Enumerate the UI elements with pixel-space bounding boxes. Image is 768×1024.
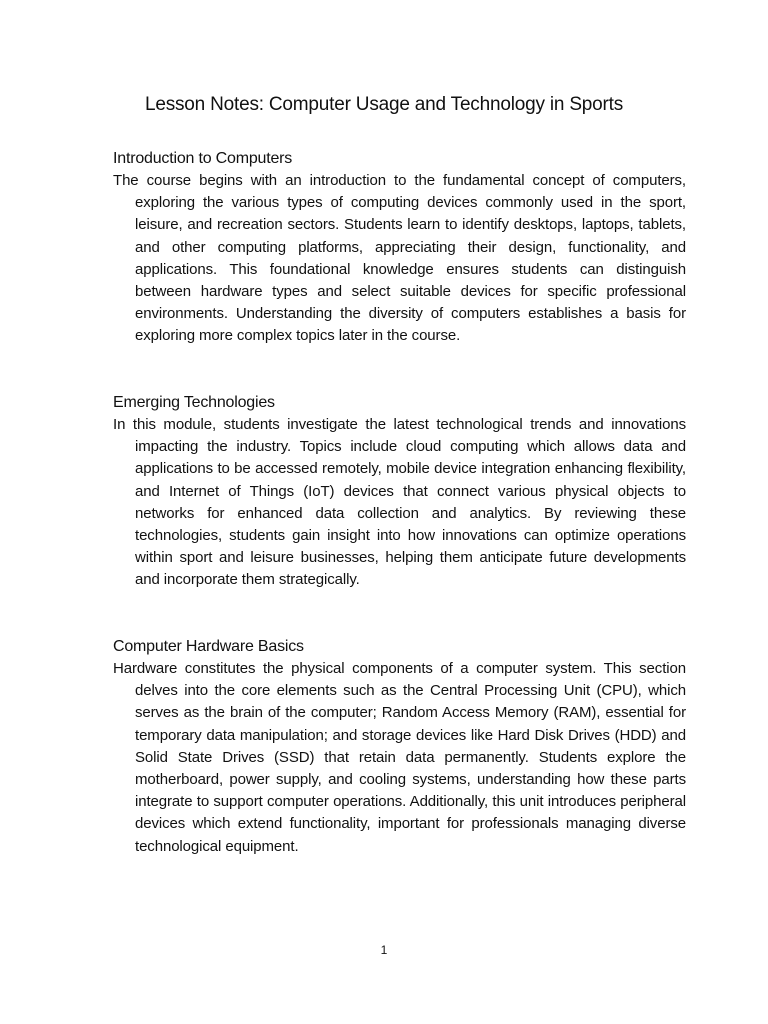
- section-introduction-to-computers: [113, 148, 686, 348]
- section-body: Hardware constitutes the physical components of a computer system. This section delves into the core elements such as the Central Processing Unit (CPU), which serves as the brain of the computer; Random Access Memory (RAM), essential for temporary data manipulation; and storage devices like Hard Disk Drives (HDD) and Solid State Drives (SSD) that retain data permanently. Students explore the motherboard, power supply, and cooling systems, understanding how these parts integrate to support computer operations. Additionally, this unit introduces peripheral devices which extend functionality, important for professionals managing diverse technological equipment.: [113, 660, 686, 855]
- page-number: 1: [380, 943, 388, 957]
- section-heading: Introduction to Computers: [113, 150, 293, 167]
- section-body: The course begins with an introduction to the fundamental concept of computers, exploring the various types of computing devices commonly used in the sport, leisure, and recreation sectors. Students learn to identify desktops, laptops, tablets, and other computing platforms, appreciating their design, functionality, and applications. This foundational knowledge ensures students can distinguish between hardware types and select suitable devices for specific professional environments. Understanding the diversity of computers establishes a basis for exploring more complex topics later in the course.: [113, 172, 686, 345]
- section-body: In this module, students investigate the latest technological trends and innovations impacting the industry. Topics include cloud computing which allows data and applications to be accessed remotely, mobile device integration enhancing flexibility, and Internet of Things (IoT) devices that connect various physical objects to networks for enhanced data collection and analytics. By reviewing these technologies, students gain insight into how innovations can optimize operations within sport and leisure businesses, helping them anticipate future developments and incorporate them strategically.: [113, 416, 686, 589]
- section-heading: Emerging Technologies: [113, 394, 275, 411]
- section-heading: Computer Hardware Basics: [113, 638, 304, 655]
- section-computer-hardware-basics: [113, 636, 686, 858]
- section-emerging-technologies: [113, 392, 686, 592]
- page-title: Lesson Notes: Computer Usage and Technology in Sports: [144, 94, 624, 115]
